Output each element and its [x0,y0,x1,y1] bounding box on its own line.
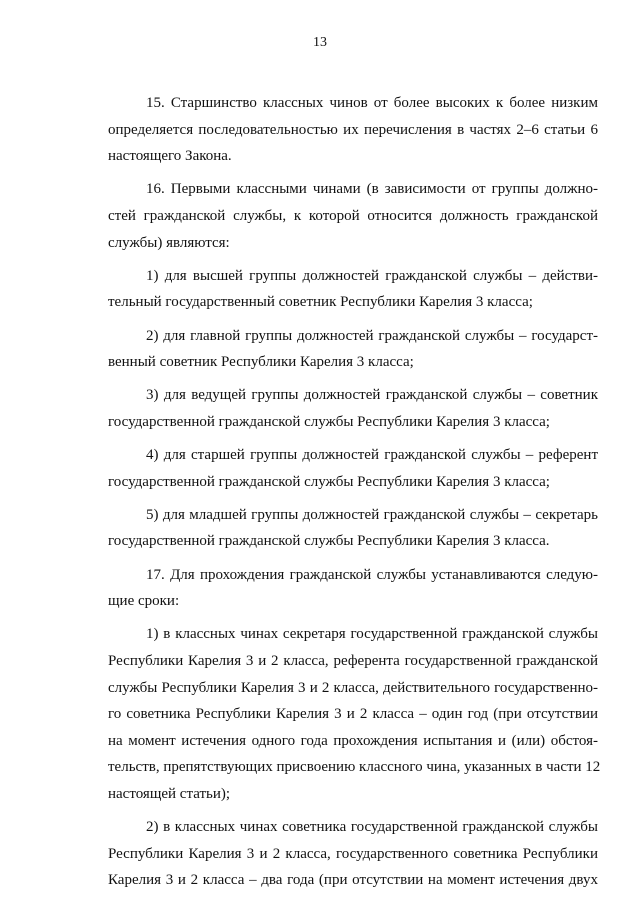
paragraph-gap [108,555,598,562]
paragraph-gap [108,808,598,815]
text-line: настоящей статьи); [108,786,231,802]
text-line: Карелия 3 и 2 класса – два года (при отсутствии на момент истечения двух [108,872,598,889]
text-line: венный советник Республики Карелия 3 класса; [108,354,414,371]
paragraph-gap [108,436,598,443]
text-line: 5) для младшей группы должностей гражданской службы – секретарь [146,506,598,523]
paragraph [108,382,598,435]
text-line: государственной гражданской службы Республики Карелия 3 класса. [108,533,550,550]
text-line: го советника Республики Карелия 3 и 2 класса – один год (при отсутствии [108,706,598,723]
paragraph [108,176,598,256]
text-line: 2) для главной группы должностей гражданской службы – государст- [146,327,598,344]
text-line: службы Республики Карелия 3 и 2 класса, действительного государственно- [108,679,598,696]
paragraph [108,90,598,170]
text-line: Республики Карелия 3 и 2 класса, референта государственной гражданской [108,653,598,670]
text-line: Республики Карелия 3 и 2 класса, государственного советника Республики [108,845,598,862]
text-line: 17. Для прохождения гражданской службы устанавливаются следую- [146,566,598,583]
text-line: 1) для высшей группы должностей гражданской службы – действи- [146,267,598,284]
text-line: 3) для ведущей группы должностей гражданской службы – советник [146,387,598,404]
text-line: стей гражданской службы, к которой относится должность гражданской [108,207,598,224]
text-line: тельств, препятствующих присвоению классного чина, указанных в части 12 [108,759,601,776]
text-line: тельный государственный советник Республики Карелия 3 класса; [108,294,533,311]
paragraph-gap [108,615,598,622]
text-line: государственной гражданской службы Республики Карелия 3 класса; [108,413,550,430]
text-line: на момент истечения одного года прохождения испытания и (или) обстоя- [108,732,598,749]
text-line: 15. Старшинство классных чинов от более высоких к более низким [146,95,598,111]
text-line: 2) в классных чинах советника государственной гражданской службы [146,819,598,836]
paragraph [108,814,598,894]
page-number: 13 [313,35,327,50]
paragraph [108,263,598,316]
text-line: определяется последовательностью их перечисления в частях 2–6 статьи 6 [108,121,598,138]
text-line: 4) для старшей группы должностей гражданской службы – референт [146,447,598,464]
paragraph-gap [108,256,598,263]
text-line: 16. Первыми классными чинами (в зависимости от группы должно- [146,181,598,198]
paragraph [108,502,598,555]
text-line: государственной гражданской службы Республики Карелия 3 класса; [108,473,550,490]
text-line: щие сроки: [108,593,180,610]
paragraph-gap [108,316,598,323]
paragraph [108,621,601,807]
paragraph-gap [108,495,598,502]
paragraph [108,562,598,615]
document-body [108,90,601,894]
text-line: 1) в классных чинах секретаря государственной гражданской службы [146,626,598,643]
paragraph-gap [108,376,598,383]
paragraph [108,442,598,495]
paragraph [108,323,598,376]
paragraph-gap [108,170,598,177]
text-line: службы) являются: [108,234,230,251]
text-line: настоящего Закона. [108,148,232,165]
